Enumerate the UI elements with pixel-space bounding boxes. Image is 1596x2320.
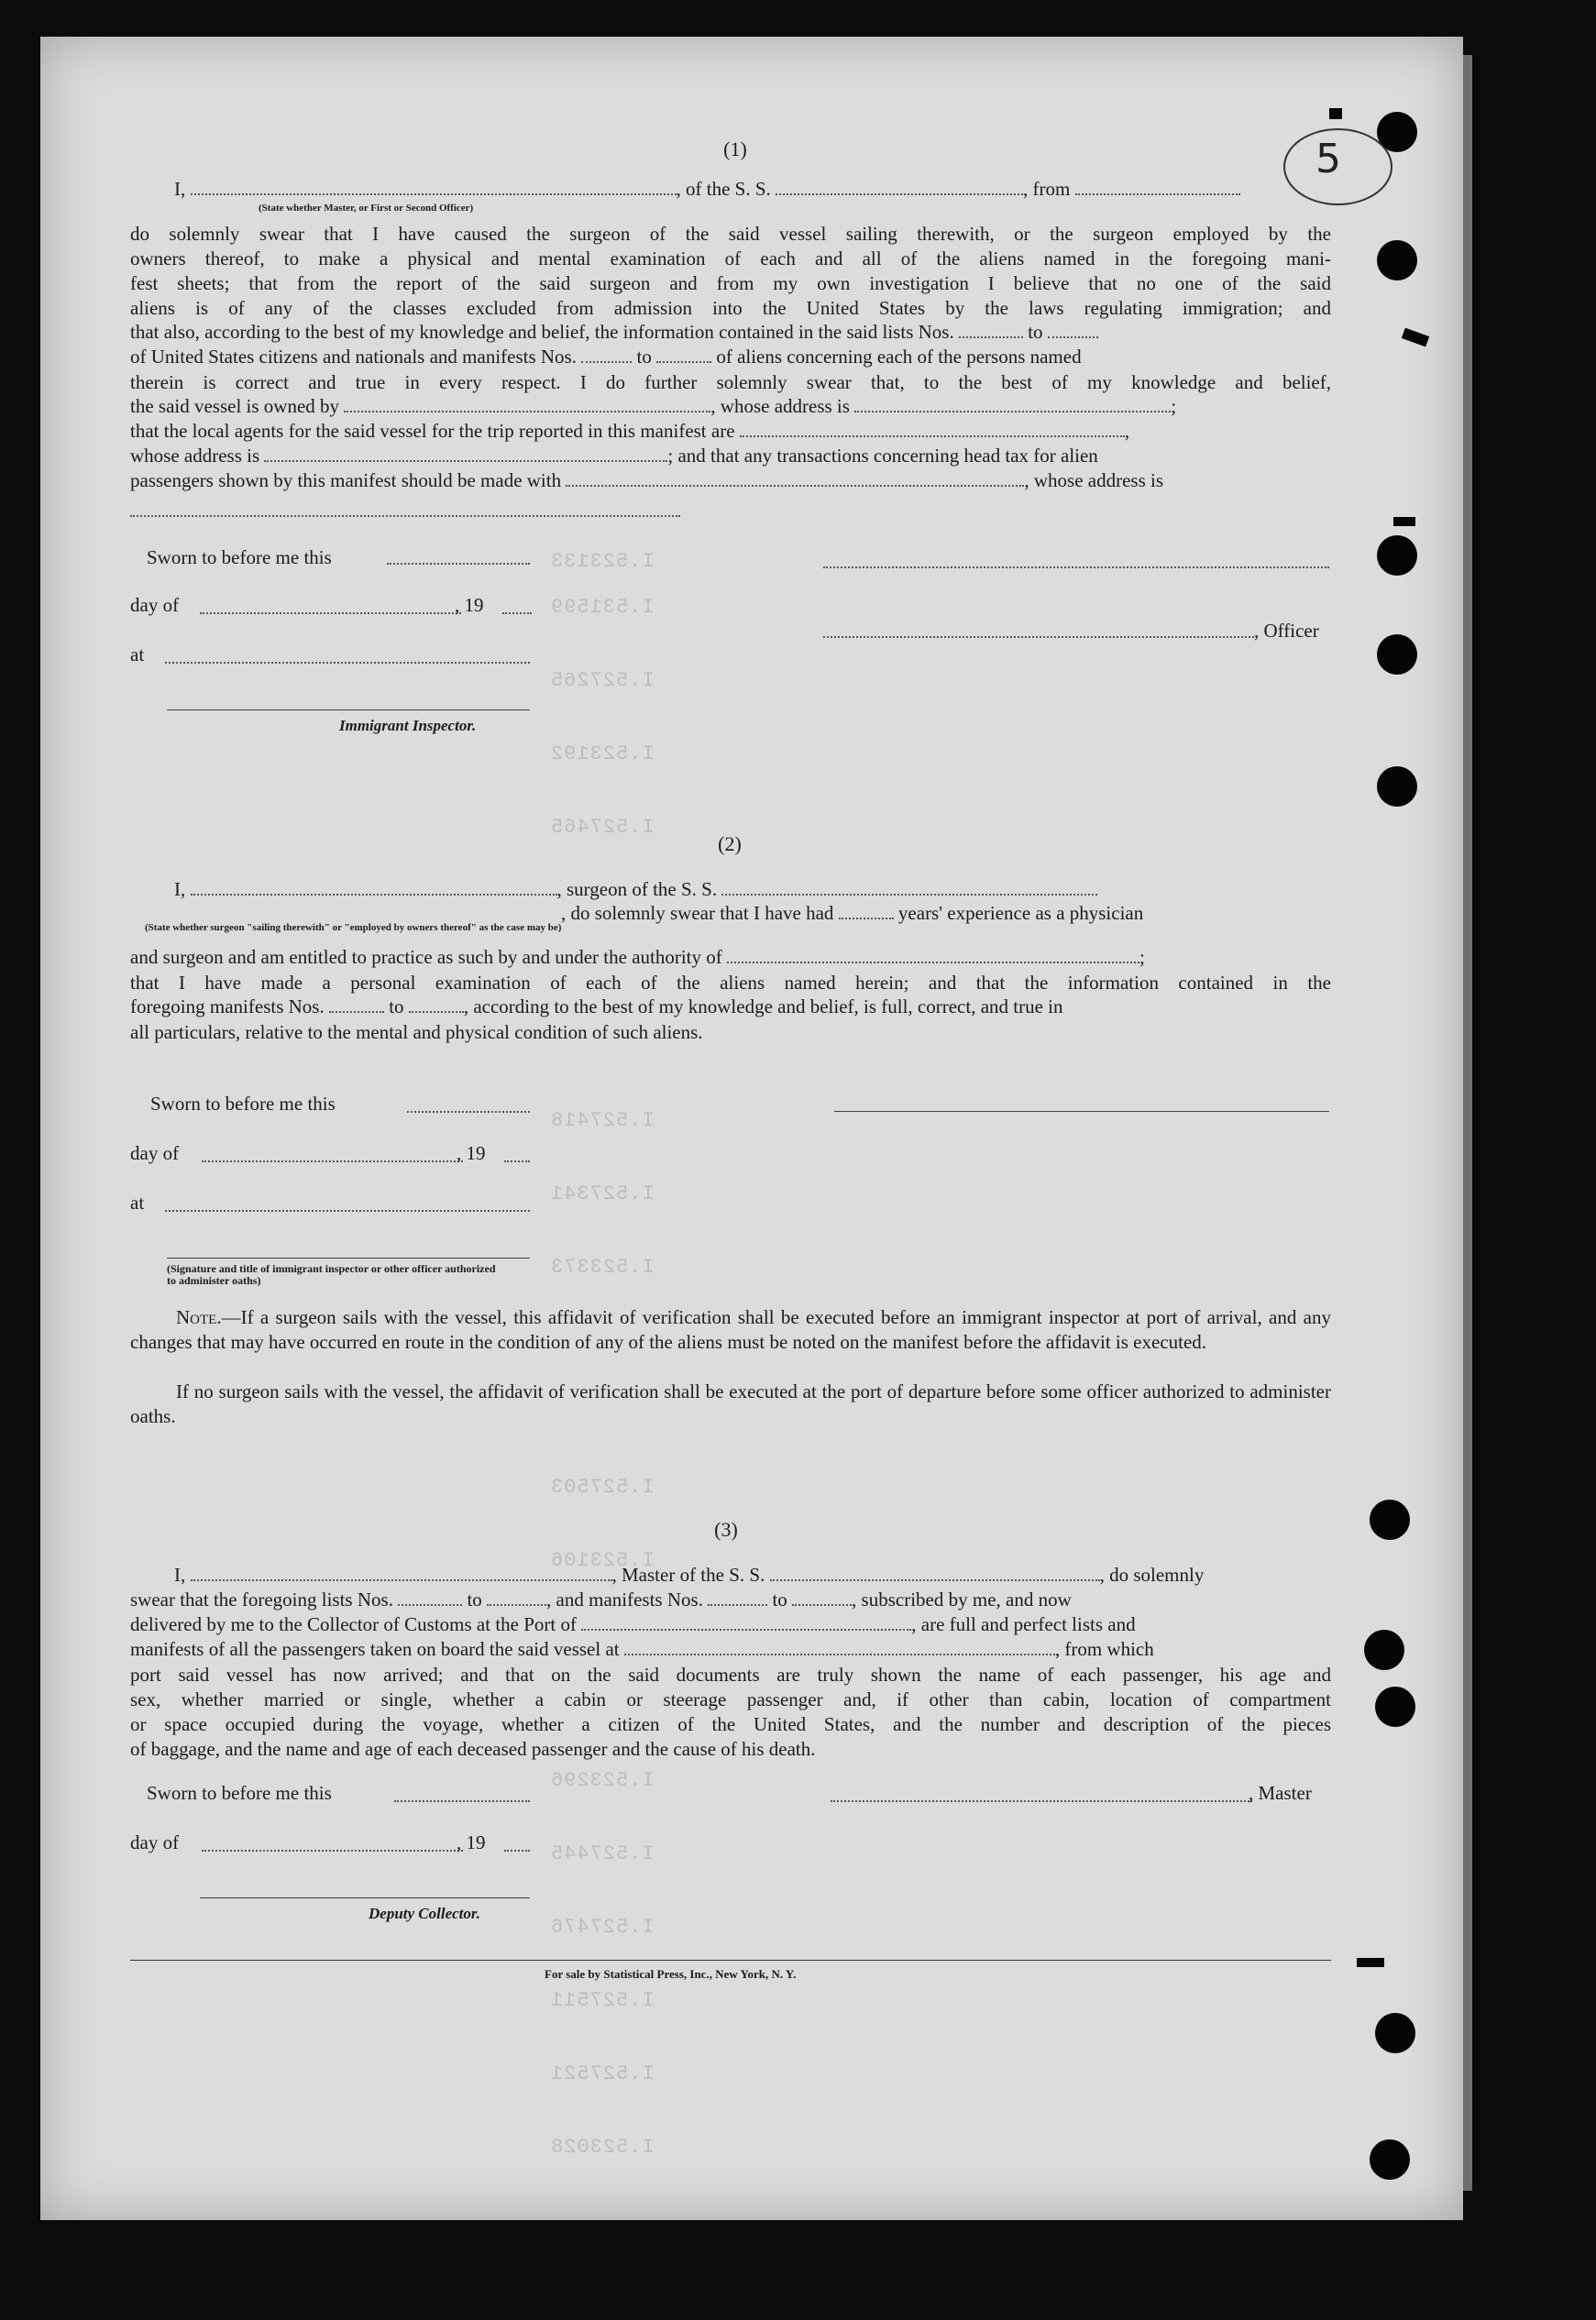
oath-1-line: owners thereof, to make a physical and mental examination of each and all of the aliens named in the foregoing mani- bbox=[130, 247, 1331, 269]
oath-1-line: aliens is of any of the classes excluded from admission into the United States by the laws regulating immigration; and bbox=[130, 297, 1331, 319]
officer-label: , Officer bbox=[1254, 620, 1319, 642]
punch-hole bbox=[1377, 240, 1417, 280]
year-label-1: , 19 bbox=[455, 594, 484, 616]
surgeon-note: (State whether surgeon "sailing therewith" or "employed by owners thereof" as the case may be) bbox=[145, 922, 562, 933]
vessel-name-blank bbox=[776, 179, 1023, 195]
deputy-collector-caption: Deputy Collector. bbox=[369, 1905, 480, 1922]
surgeon-signature-line bbox=[834, 1111, 1329, 1112]
oath-1-line-lists: that also, according to the best of my knowledge and belief, the information contained in the said lists Nos. to bbox=[130, 321, 1331, 344]
at-label-2: at bbox=[130, 1192, 145, 1214]
oath-3-line: sex, whether married or single, whether a cabin or steerage passenger and, if other than cabin, location of compartment bbox=[130, 1688, 1331, 1710]
note-paragraph-2: If no surgeon sails with the vessel, the affidavit of verification shall be executed at the port of departure before some officer authorized to administer oaths. bbox=[130, 1380, 1331, 1427]
oath-3-line: or space occupied during the voyage, whether a citizen of the United States, and the number and description of the pieces bbox=[130, 1713, 1331, 1735]
section-1-number: (1) bbox=[723, 137, 747, 160]
sworn-label-3: Sworn to before me this bbox=[147, 1782, 332, 1804]
oath-3-line-vessel: manifests of all the passengers taken on board the said vessel at , from which bbox=[130, 1638, 1154, 1660]
punch-hole bbox=[1375, 1687, 1415, 1727]
page-edge-shadow bbox=[1463, 55, 1472, 2191]
oath-3-first-line: I, , Master of the S. S. , do solemnly bbox=[174, 1564, 1205, 1586]
oath-1-line: do solemnly swear that I have caused the surgeon of the said vessel sailing therewith, or the surgeon employed by the bbox=[130, 223, 1331, 245]
vessel-name-blank-3 bbox=[770, 1565, 1100, 1581]
oath-1-line-agents: that the local agents for the said vessel for the trip reported in this manifest are , bbox=[130, 420, 1130, 442]
at-label-1: at bbox=[130, 643, 145, 665]
section-3-number: (3) bbox=[714, 1518, 738, 1541]
oath-2-second-line: , do solemnly swear that I have had years' experience as a physician bbox=[561, 902, 1144, 924]
day-of-label-3: day of bbox=[130, 1831, 180, 1853]
from-port-blank bbox=[1075, 179, 1240, 195]
oath-2-line: all particulars, relative to the mental and physical condition of such aliens. bbox=[130, 1021, 703, 1043]
year-label-2: , 19 bbox=[457, 1142, 486, 1164]
section-2-number: (2) bbox=[718, 832, 742, 855]
punch-mark bbox=[1393, 517, 1415, 526]
oath-2-first-line: I, , surgeon of the S. S. bbox=[174, 878, 1097, 901]
year-label-3: , 19 bbox=[457, 1831, 486, 1853]
oath-1-line-manifests: of United States citizens and nationals and manifests Nos. to of aliens concerning each of the persons named bbox=[130, 346, 1082, 368]
oath-1-line-owner: the said vessel is owned by , whose address is ; bbox=[130, 395, 1177, 417]
master-name-blank bbox=[191, 1565, 612, 1581]
oath-2-line: that I have made a personal examination of each of the aliens named herein; and that the information contained in the bbox=[130, 972, 1331, 994]
oath-1-line: therein is correct and true in every respect. I do further solemnly swear that, to the best of my knowledge and belief, bbox=[130, 371, 1331, 393]
printer-footer: For sale by Statistical Press, Inc., New York, N. Y. bbox=[545, 1967, 797, 1981]
surgeon-name-blank bbox=[191, 879, 557, 896]
punch-hole bbox=[1370, 1500, 1410, 1540]
master-signature-line bbox=[831, 1800, 1252, 1802]
sworn-label-1: Sworn to before me this bbox=[147, 546, 332, 568]
oath-2-line-authority: and surgeon and am entitled to practice as such by and under the authority of ; bbox=[130, 946, 1145, 968]
address-line bbox=[130, 515, 680, 517]
oath-1-line-address: whose address is ; and that any transactions concerning head tax for alien bbox=[130, 445, 1098, 467]
day-of-label-2: day of bbox=[130, 1142, 180, 1164]
officer-note: (State whether Master, or First or Second Officer) bbox=[259, 203, 474, 214]
vessel-name-blank-2 bbox=[721, 879, 1097, 896]
officer-name-blank bbox=[191, 179, 677, 195]
sworn-label-2: Sworn to before me this bbox=[150, 1093, 336, 1115]
footer-rule bbox=[130, 1960, 1331, 1961]
oath-1-line-headtax: passengers shown by this manifest should be made with , whose address is bbox=[130, 469, 1164, 491]
oath-3-line-port: delivered by me to the Collector of Customs at the Port of , are full and perfect lists and bbox=[130, 1613, 1136, 1635]
punch-hole bbox=[1377, 766, 1417, 807]
oath-1-first-line: I, , of the S. S. , from bbox=[174, 178, 1240, 201]
stamp-number: 5 bbox=[1315, 136, 1341, 182]
note-paragraph-1: Note.—If a surgeon sails with the vessel, this affidavit of verification shall be executed before an immigrant inspector at port of arrival, and any changes that may have occurred en route in the condition of any of the aliens must be noted on the manifest before the affidavit is executed. bbox=[130, 1306, 1331, 1353]
oath-1-line: fest sheets; that from the report of the said surgeon and from my own investigation I believe that no one of the said bbox=[130, 272, 1331, 294]
punch-hole bbox=[1377, 634, 1417, 675]
signature-note: (Signature and title of immigrant inspector or other officer authorized to administer oaths) bbox=[167, 1262, 496, 1287]
oath-3-line-lists: swear that the foregoing lists Nos. to , and manifests Nos. to , subscribed by me, and now bbox=[130, 1589, 1072, 1611]
master-label: , Master bbox=[1249, 1782, 1312, 1804]
note-label: Note. bbox=[176, 1306, 222, 1328]
officer-signature-line bbox=[823, 566, 1329, 568]
punch-hole bbox=[1370, 2139, 1410, 2180]
oath-3-line: port said vessel has now arrived; and that on the said documents are truly shown the name of each passenger, his age and bbox=[130, 1664, 1331, 1686]
punch-hole bbox=[1375, 2013, 1415, 2053]
punch-hole bbox=[1364, 1630, 1404, 1670]
punch-mark bbox=[1357, 1958, 1384, 1967]
punch-mark bbox=[1329, 108, 1342, 119]
oath-3-line: of baggage, and the name and age of each deceased passenger and the cause of his death. bbox=[130, 1738, 816, 1760]
oath-2-line-manifests: foregoing manifests Nos. to , according to the best of my knowledge and belief, is full, correct, and true in bbox=[130, 995, 1063, 1017]
day-of-label-1: day of bbox=[130, 594, 180, 616]
punch-hole bbox=[1377, 535, 1417, 576]
immigrant-inspector-caption: Immigrant Inspector. bbox=[339, 717, 477, 734]
